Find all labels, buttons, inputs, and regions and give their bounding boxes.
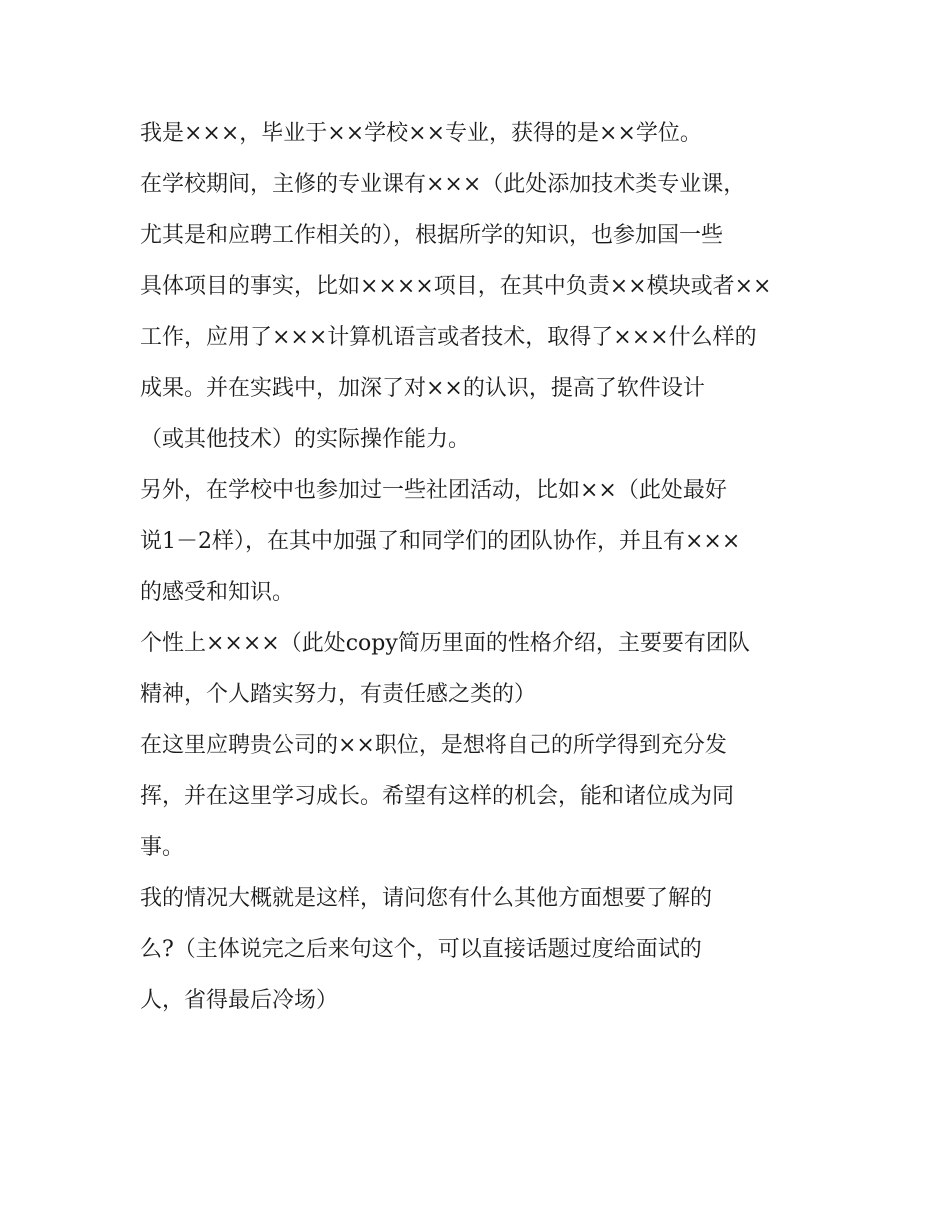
text-line: 具体项目的事实，比如××××项目，在其中负责××模块或者×× xyxy=(140,274,772,299)
text-line: 我的情况大概就是这样，请问您有什么其他方面想要了解的 xyxy=(140,886,713,911)
text-line: （或其他技术）的实际操作能力。 xyxy=(140,427,471,452)
text-line: 在这里应聘贵公司的××职位，是想将自己的所学得到充分发 xyxy=(140,733,727,758)
text-line: 精神，个人踏实努力，有责任感之类的） xyxy=(140,682,537,707)
text-line: 么?（主体说完之后来句这个，可以直接话题过度给面试的 xyxy=(140,937,702,962)
text-line: 成果。并在实践中，加深了对××的认识，提高了软件设计 xyxy=(140,376,705,401)
text-line: 人，省得最后冷场） xyxy=(140,988,339,1013)
text-line: 说1－2样），在其中加强了和同学们的团队协作，并且有××× xyxy=(140,529,741,554)
text-line: 的感受和知识。 xyxy=(140,580,295,605)
text-line: 在学校期间，主修的专业课有×××（此处添加技术类专业课， xyxy=(140,172,746,197)
text-line: 挥，并在这里学习成长。希望有这样的机会，能和诸位成为同 xyxy=(140,784,735,809)
text-line: 工作，应用了×××计算机语言或者技术，取得了×××什么样的 xyxy=(140,325,757,350)
document-body xyxy=(140,108,820,1026)
text-line: 尤其是和应聘工作相关的），根据所学的知识，也参加国一些 xyxy=(140,223,724,248)
text-line: 个性上××××（此处copy简历里面的性格介绍，主要要有团队 xyxy=(140,631,750,656)
text-line: 我是×××，毕业于××学校××专业，获得的是××学位。 xyxy=(140,121,702,146)
text-line: 事。 xyxy=(140,835,185,860)
text-line: 另外，在学校中也参加过一些社团活动，比如××（此处最好 xyxy=(140,478,727,503)
